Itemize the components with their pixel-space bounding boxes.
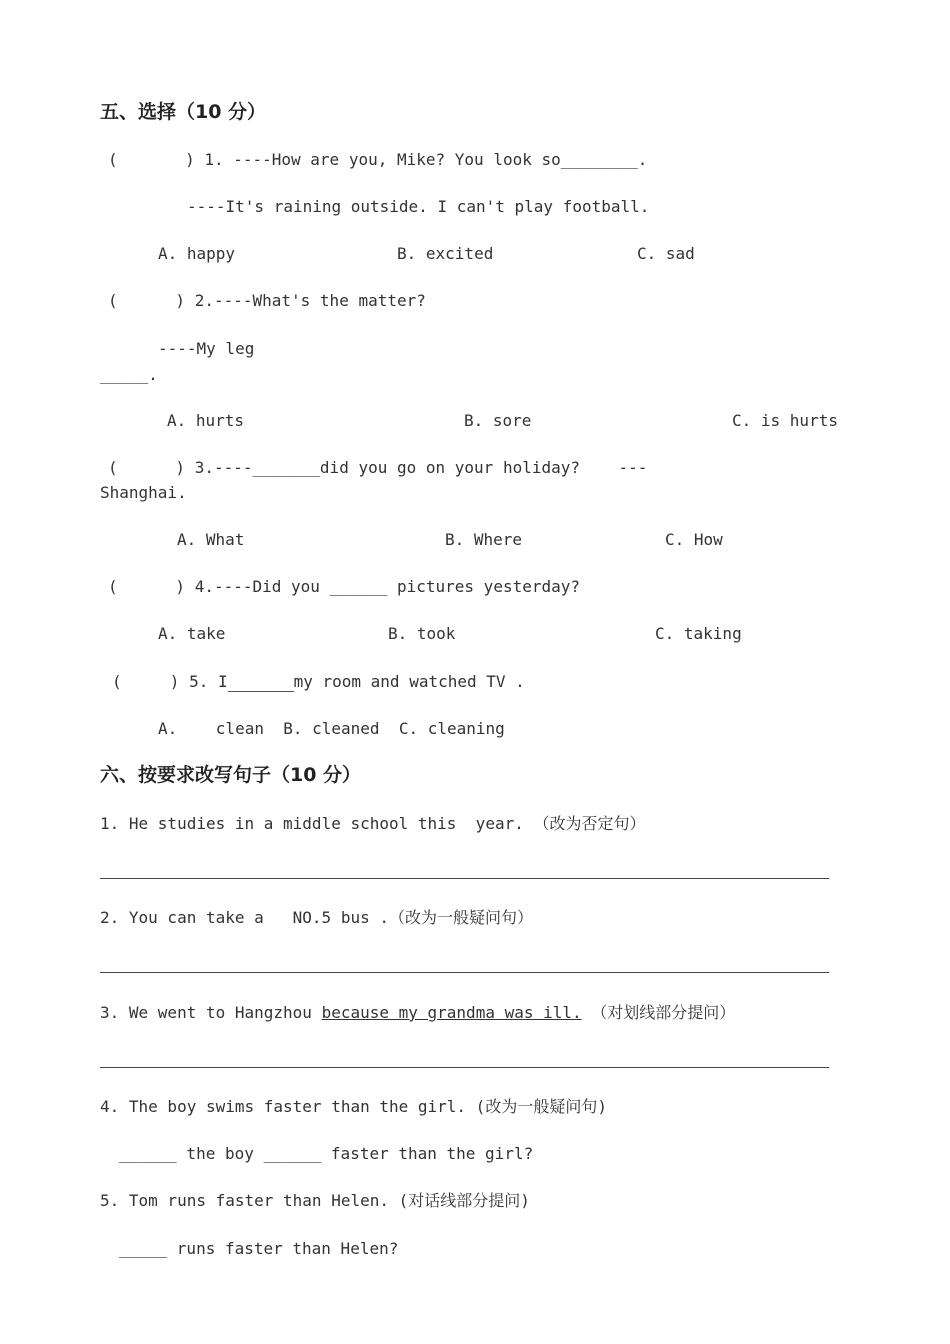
answer-line-1 xyxy=(100,878,829,879)
q2-option-c: C. is hurts xyxy=(732,411,838,430)
rewrite-q1: 1. He studies in a middle school this year. （改为否定句） xyxy=(100,814,646,833)
q2-option-a: A. hurts xyxy=(167,411,245,430)
q5-options: A. clean B. cleaned C. cleaning xyxy=(158,719,505,738)
q1-option-a: A. happy xyxy=(158,244,236,263)
q5-stem-end: my room and watched TV . xyxy=(293,672,525,691)
q3-option-a: A. What xyxy=(177,530,245,549)
q1-reply: ----It's raining outside. I can't play football. xyxy=(187,197,650,216)
rewrite-q4: 4. The boy swims faster than the girl. (改为一般疑问句) xyxy=(100,1097,607,1116)
q3-option-b: B. Where xyxy=(445,530,523,549)
q2-option-b: B. sore xyxy=(464,411,532,430)
rewrite-q5-answer: _____ runs faster than Helen? xyxy=(119,1239,399,1258)
q1-stem: ( ) 1. ----How are you, Mike? You look so________. xyxy=(108,150,648,169)
q4-stem: ( ) 4.----Did you ______ pictures yesterday? xyxy=(108,577,581,596)
rewrite-q3-instruction: （对划线部分提问） xyxy=(581,1003,736,1022)
q5-answer-blank xyxy=(228,675,294,692)
rewrite-q3-underlined-part: because my grandma was ill. xyxy=(321,1003,582,1022)
q3-stem: ( ) 3.----_______did you go on your holiday? --- xyxy=(108,458,648,477)
rewrite-q3-start: 3. We went to Hangzhou xyxy=(100,1003,322,1022)
rewrite-q5: 5. Tom runs faster than Helen. (对话线部分提问) xyxy=(100,1191,530,1210)
answer-line-2 xyxy=(100,972,829,973)
q3-option-c: C. How xyxy=(665,530,723,549)
rewrite-q4-answer: ______ the boy ______ faster than the girl? xyxy=(119,1144,534,1163)
q5-stem-start: ( ) 5. I xyxy=(112,672,228,691)
q4-option-b: B. took xyxy=(388,624,456,643)
q4-option-c: C. taking xyxy=(655,624,742,643)
answer-line-3 xyxy=(100,1067,829,1068)
rewrite-q3 xyxy=(100,1003,735,1023)
q2-reply-blank: _____. xyxy=(100,365,158,384)
section-5-heading: 五、选择（10 分） xyxy=(100,101,267,123)
q4-option-a: A. take xyxy=(158,624,226,643)
q2-stem: ( ) 2.----What's the matter? xyxy=(108,291,426,310)
q5-stem xyxy=(112,672,525,692)
rewrite-q2: 2. You can take a NO.5 bus .（改为一般疑问句） xyxy=(100,908,533,927)
q3-reply: Shanghai. xyxy=(100,483,187,502)
q1-option-b: B. excited xyxy=(397,244,494,263)
q2-reply: ----My leg xyxy=(158,339,255,358)
section-6-heading: 六、按要求改写句子（10 分） xyxy=(100,764,362,786)
q1-option-c: C. sad xyxy=(637,244,695,263)
